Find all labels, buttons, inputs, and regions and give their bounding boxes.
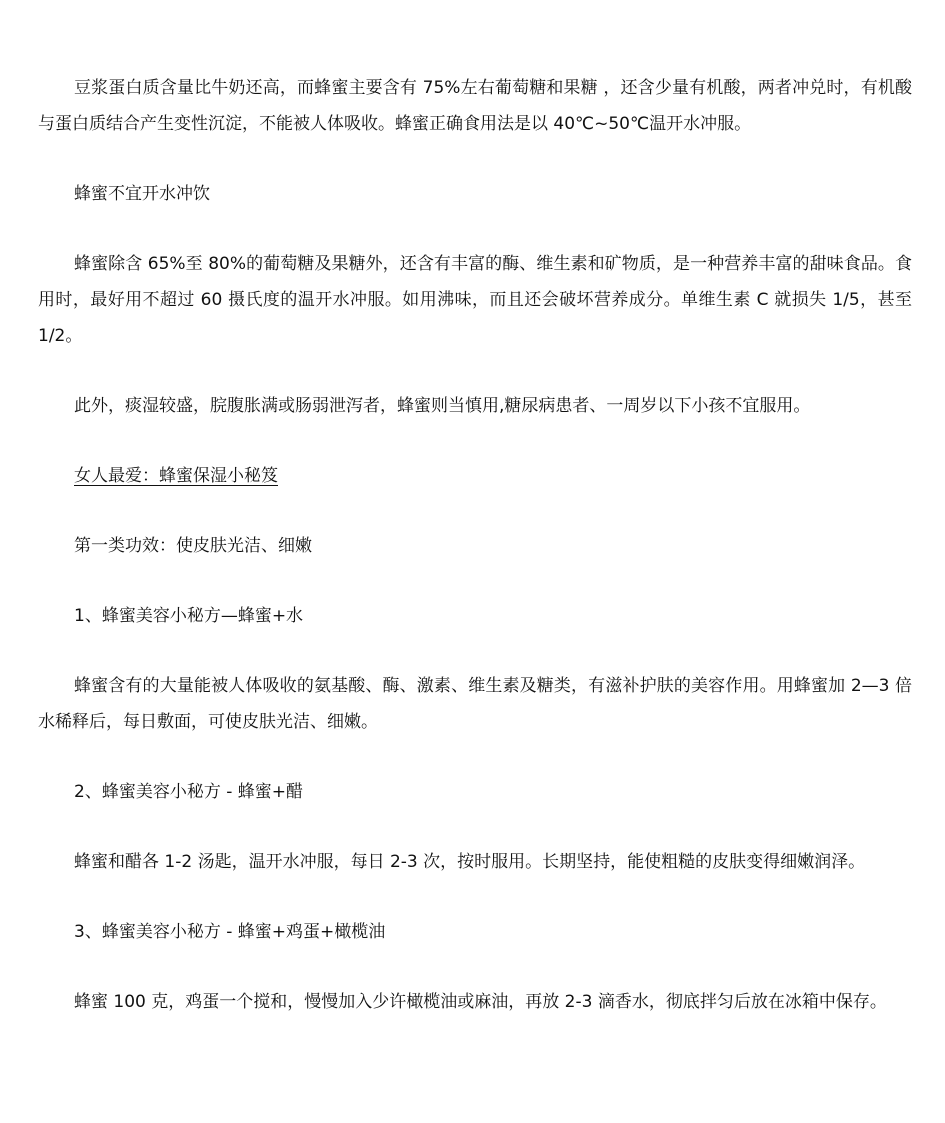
heading-no-boiling-water: 蜂蜜不宜开水冲饮 <box>74 184 210 204</box>
heading-effect-category-1: 第一类功效：使皮肤光洁、细嫩 <box>74 536 312 556</box>
heading-recipe-2: 2、蜂蜜美容小秘方 - 蜂蜜+醋 <box>74 782 304 802</box>
paragraph-recipe-3: 蜂蜜 100 克，鸡蛋一个搅和，慢慢加入少许橄榄油或麻油，再放 2-3 滴香水，彻底拌匀后放在冰箱中保存。 <box>74 992 887 1012</box>
heading-moisturizing-tips <box>38 458 912 494</box>
paragraph-honey-nutrition: 蜂蜜除含 65%至 80%的葡萄糖及果糖外，还含有丰富的酶、维生素和矿物质，是一种营养丰富的甜味食品。食用时，最好用不超过 60 摄氏度的温开水冲服。如用沸味，而且还会破坏营养成分。单维生素 C 就损失 1/5，甚至 1/2。 <box>38 254 912 346</box>
paragraph-recipe-2: 蜂蜜和醋各 1-2 汤匙，温开水冲服，每日 2-3 次，按时服用。长期坚持，能使粗糙的皮肤变得细嫩润泽。 <box>74 852 866 872</box>
document-page <box>38 70 912 1020</box>
heading-recipe-3: 3、蜂蜜美容小秘方 - 蜂蜜+鸡蛋+橄榄油 <box>74 922 386 942</box>
paragraph-caution: 此外，痰湿较盛，脘腹胀满或肠弱泄泻者，蜂蜜则当慎用,糖尿病患者、一周岁以下小孩不宜服用。 <box>74 396 811 416</box>
paragraph-recipe-1: 蜂蜜含有的大量能被人体吸收的氨基酸、酶、激素、维生素及糖类，有滋补护肤的美容作用。用蜂蜜加 2—3 倍水稀释后，每日敷面，可使皮肤光洁、细嫩。 <box>38 676 912 732</box>
heading-recipe-1: 1、蜂蜜美容小秘方—蜂蜜+水 <box>74 606 304 626</box>
paragraph-soymilk-honey: 豆浆蛋白质含量比牛奶还高，而蜂蜜主要含有 75%左右葡萄糖和果糖 ，还含少量有机酸，两者冲兑时，有机酸与蛋白质结合产生变性沉淀，不能被人体吸收。蜂蜜正确食用法是以 40℃~50℃温开水冲服。 <box>38 78 912 134</box>
heading-moisturizing-tips-text: 女人最爱：蜂蜜保湿小秘笈 <box>74 466 278 486</box>
